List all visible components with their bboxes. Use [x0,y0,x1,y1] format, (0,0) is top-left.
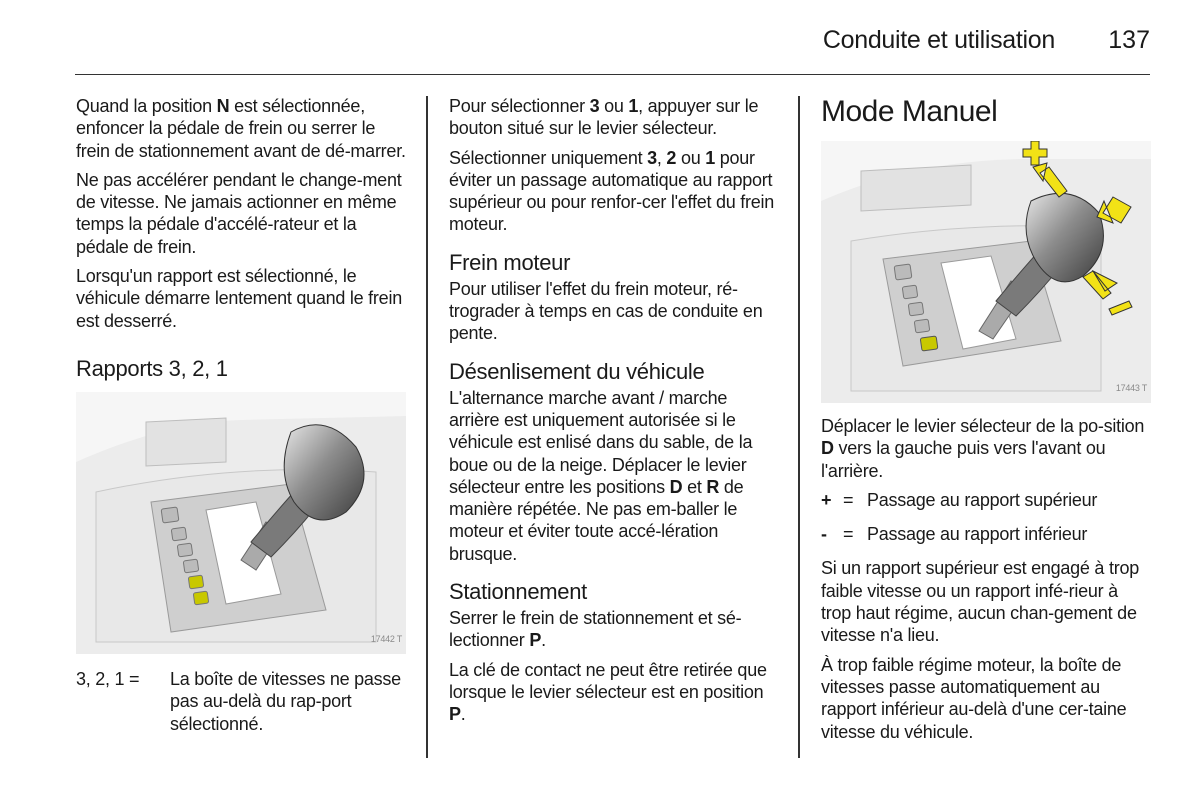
heading-desenlisement: Désenlisement du véhicule [449,358,705,384]
paragraph: Lorsqu'un rapport est sélectionné, le véhicule démarre lentement quand le frein est desserré. [76,266,402,331]
manual-mode-drawing [821,141,1151,403]
paragraph: Pour sélectionner 3 ou 1, appuyer sur le bouton situé sur le levier sélecteur. [449,96,759,139]
gear-selector-illustration [76,392,406,654]
minus-symbol: - [821,524,827,545]
paragraph: L'alternance marche avant / marche arrière est uniquement autorisée si le véhicule est enlisé dans du sable, de la boue ou de la neige. Déplacer le levier sélecteur entre les positions D et R de manière répétée. Ne pas em-baller le moteur et éviter toute accé-lération brusque. [449,387,753,564]
paragraph: Si un rapport supérieur est engagé à trop faible vitesse ou un rapport infé-rieur à trop haut régime, aucun chan-gement de vitesse n'a lieu. [821,558,1139,646]
definition-term: 3, 2, 1 = [76,668,140,689]
paragraph: Ne pas accélérer pendant le change-ment de vitesse. Ne jamais actionner en même temps la pédale d'accélé-rateur et la pédale de frein. [76,169,402,257]
legend-text: Passage au rapport inférieur [867,524,1088,545]
column-right [821,95,1151,750]
heading-mode-manuel: Mode Manuel [821,95,998,128]
equals-sign: = [843,524,854,545]
definition-row [76,668,408,735]
heading-stationnement: Stationnement [449,579,587,605]
legend-row-minus [821,523,1151,545]
paragraph: Quand la position N est sélectionnée, enfoncer la pédale de frein ou serrer le frein de stationnement avant de dé-marrer. [76,96,406,161]
page-header [75,22,1150,75]
section-title: Conduite et utilisation [822,26,1055,54]
manual-mode-illustration [821,141,1151,403]
column-divider [426,96,428,758]
legend-row-plus [821,489,1151,511]
heading-rapports: Rapports 3, 2, 1 [76,355,228,381]
paragraph: La clé de contact ne peut être retirée que lorsque le levier sélecteur est en position P. [449,659,767,725]
gear-lever-drawing [76,392,406,654]
column-middle [449,95,781,733]
figure-number: 17443 T [1115,382,1147,393]
page-number: 137 [1108,26,1150,54]
figure-number: 17442 T [370,633,402,644]
definition-text: La boîte de vitesses ne passe pas au-delà du rap-port sélectionné. [170,668,401,734]
paragraph: À trop faible régime moteur, la boîte de vitesses passe automatiquement au rapport inférieur au-delà d'une cer-taine vitesse du véhicule. [821,654,1127,742]
paragraph: Sélectionner uniquement 3, 2 ou 1 pour éviter un passage automatique au rapport supérieur ou pour renfor-cer l'effet du frein moteur. [449,147,775,235]
paragraph: Serrer le frein de stationnement et sé-lectionner P. [449,608,742,651]
legend-text: Passage au rapport supérieur [867,489,1098,510]
heading-frein-moteur: Frein moteur [449,249,571,275]
column-divider [798,96,800,758]
column-left [76,95,408,745]
paragraph: Déplacer le levier sélecteur de la po-sition D vers la gauche puis vers l'avant ou l'arrière. [821,416,1145,481]
equals-sign: = [843,489,854,510]
plus-symbol: + [821,489,832,510]
paragraph: Pour utiliser l'effet du frein moteur, ré-trograder à temps en cas de conduite en pente. [449,278,763,344]
